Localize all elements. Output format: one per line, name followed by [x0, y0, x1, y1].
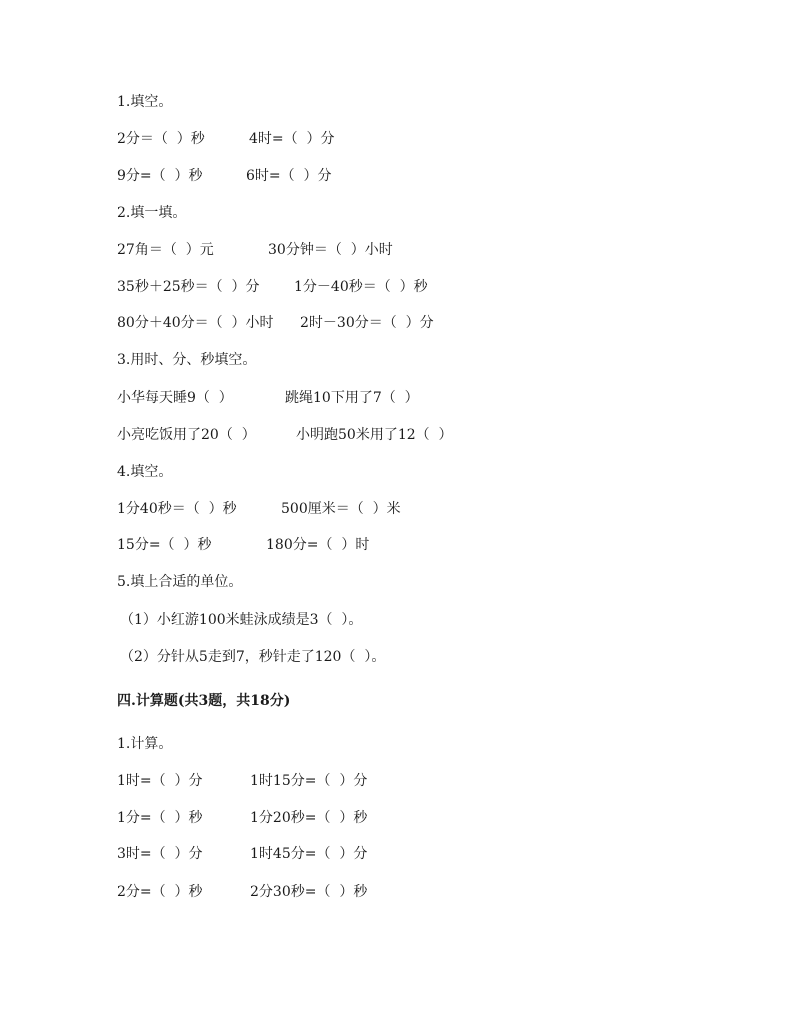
- calc-item: 1时45分=（ ）分: [250, 846, 368, 862]
- q4-item: 15分=（ ）秒: [117, 537, 212, 553]
- calc-heading: 1.计算。: [117, 736, 173, 752]
- section-title: 四.计算题(共3题，共18分): [117, 693, 291, 709]
- calc-item: 3时=（ ）分: [117, 846, 203, 862]
- q2-item: 27角＝（ ）元: [117, 242, 214, 258]
- calc-item: 1分20秒=（ ）秒: [250, 810, 368, 826]
- q1-item: 4时=（ ）分: [249, 131, 335, 147]
- calc-item: 1时15分=（ ）分: [250, 773, 368, 789]
- calc-item: 2分30秒=（ ）秒: [250, 884, 368, 900]
- q3-item: 小亮吃饭用了20（ ）: [117, 427, 256, 443]
- q2-item: 1分－40秒＝（ ）秒: [294, 279, 428, 295]
- q1-item: 9分=（ ）秒: [117, 168, 203, 184]
- q3-item: 小华每天睡9（ ）: [117, 390, 233, 406]
- q4-heading: 4.填空。: [117, 464, 173, 480]
- q1-item: 2分＝（ ）秒: [117, 131, 205, 147]
- q2-item: 2时－30分＝（ ）分: [300, 315, 434, 331]
- q5-item: （2）分针从5走到7，秒针走了120（ ）。: [120, 649, 386, 665]
- q2-item: 35秒＋25秒＝（ ）分: [117, 279, 260, 295]
- calc-item: 2分=（ ）秒: [117, 884, 203, 900]
- q5-item: （1）小红游100米蛙泳成绩是3（ ）。: [120, 612, 363, 628]
- q3-item: 跳绳10下用了7（ ）: [285, 390, 419, 406]
- q1-heading: 1.填空。: [117, 94, 173, 110]
- q5-heading: 5.填上合适的单位。: [117, 574, 243, 590]
- q2-item: 80分＋40分＝（ ）小时: [117, 315, 274, 331]
- q2-item: 30分钟＝（ ）小时: [268, 242, 393, 258]
- q4-item: 180分=（ ）时: [266, 537, 370, 553]
- calc-item: 1时=（ ）分: [117, 773, 203, 789]
- calc-item: 1分=（ ）秒: [117, 810, 203, 826]
- q3-heading: 3.用时、分、秒填空。: [117, 352, 257, 368]
- q2-heading: 2.填一填。: [117, 205, 187, 221]
- q4-item: 1分40秒＝（ ）秒: [117, 501, 237, 517]
- q4-item: 500厘米＝（ ）米: [281, 501, 401, 517]
- q1-item: 6时=（ ）分: [246, 168, 332, 184]
- q3-item: 小明跑50米用了12（ ）: [296, 427, 453, 443]
